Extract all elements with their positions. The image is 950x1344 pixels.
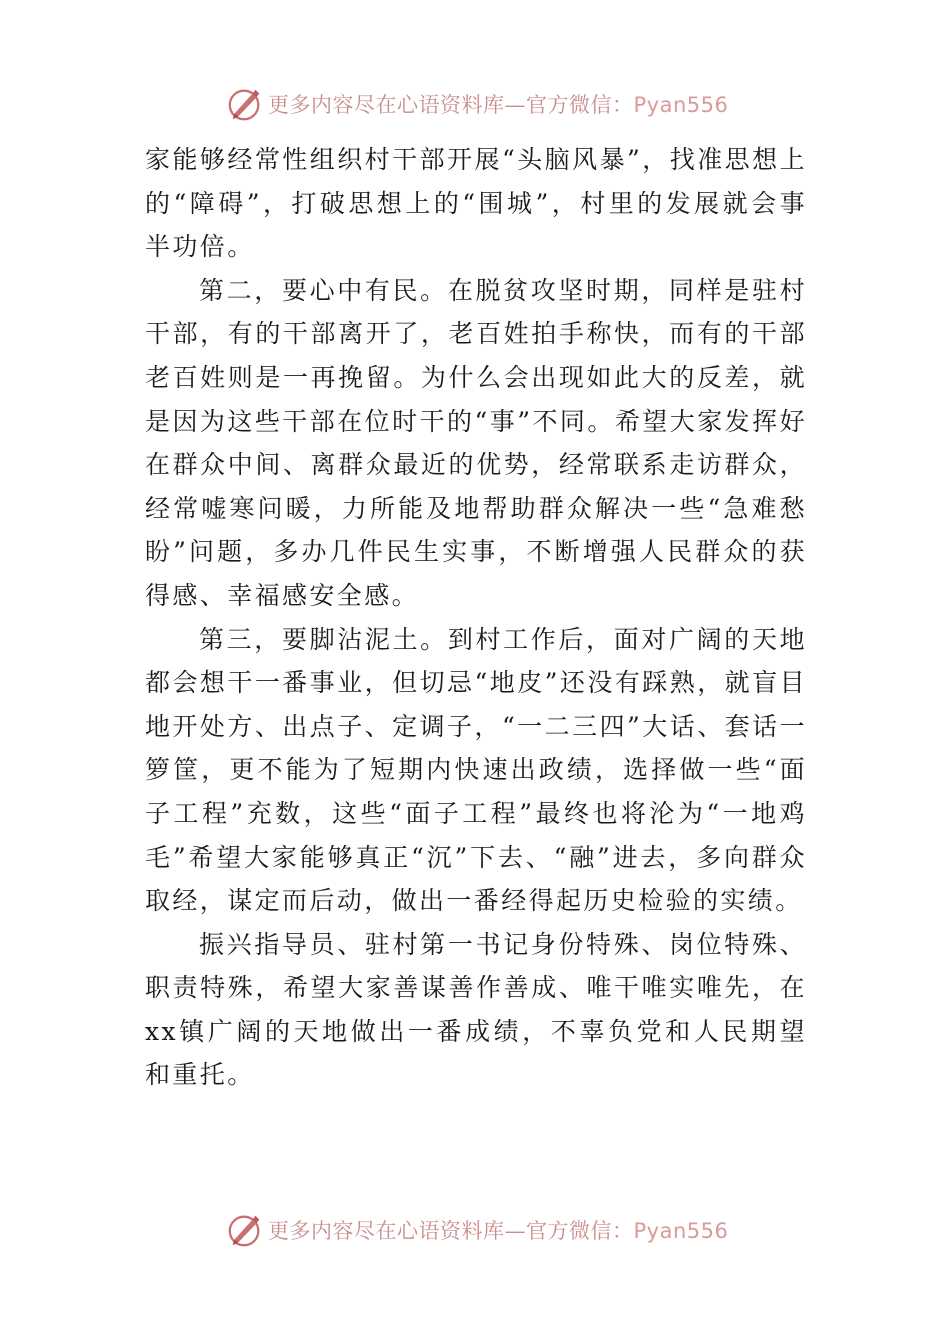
pen-circle-logo-icon — [226, 85, 264, 123]
watermark-brand: Pyan556 — [633, 93, 729, 117]
watermark-text: 更多内容尽在心语资料库—官方微信： — [268, 93, 634, 117]
header-watermark — [226, 84, 746, 124]
paragraph-4: 振兴指导员、驻村第一书记身份特殊、岗位特殊、职责特殊，希望大家善谋善作善成、唯干唯实唯先，在xx镇广阔的天地做出一番成绩，不辜负党和人民期望和重托。 — [145, 929, 807, 1090]
paragraph-2: 第二，要心中有民。在脱贫攻坚时期，同样是驻村干部，有的干部离开了，老百姓拍手称快，而有的干部老百姓则是一再挽留。为什么会出现如此大的反差，就是因为这些干部在位时干的“事”不同。希望大家发挥好在群众中间、离群众最近的优势，经常联系走访群众，经常嘘寒问暖，力所能及地帮助群众解决一些“急难愁盼”问题，多办几件民生实事，不断增强人民群众的获得感、幸福感安全感。 — [145, 275, 807, 610]
watermark-brand: Pyan556 — [633, 1219, 729, 1243]
footer-watermark — [226, 1210, 746, 1250]
document-body — [145, 138, 807, 1097]
watermark-text: 更多内容尽在心语资料库—官方微信： — [268, 1219, 634, 1243]
paragraph-3: 第三，要脚沾泥土。到村工作后，面对广阔的天地都会想干一番事业，但切忌“地皮”还没有踩熟，就盲目地开处方、出点子、定调子，“一二三四”大话、套话一箩筐，更不能为了短期内快速出政绩，选择做一些“面子工程”充数，这些“面子工程”最终也将沦为“一地鸡毛”希望大家能够真正“沉”下去、“融”进去，多向群众取经，谋定而后动，做出一番经得起历史检验的实绩。 — [145, 624, 807, 916]
paragraph-1: 家能够经常性组织村干部开展“头脑风暴”，找准思想上的“障碍”，打破思想上的“围城”，村里的发展就会事半功倍。 — [145, 145, 807, 262]
pen-circle-logo-icon — [226, 1211, 264, 1249]
